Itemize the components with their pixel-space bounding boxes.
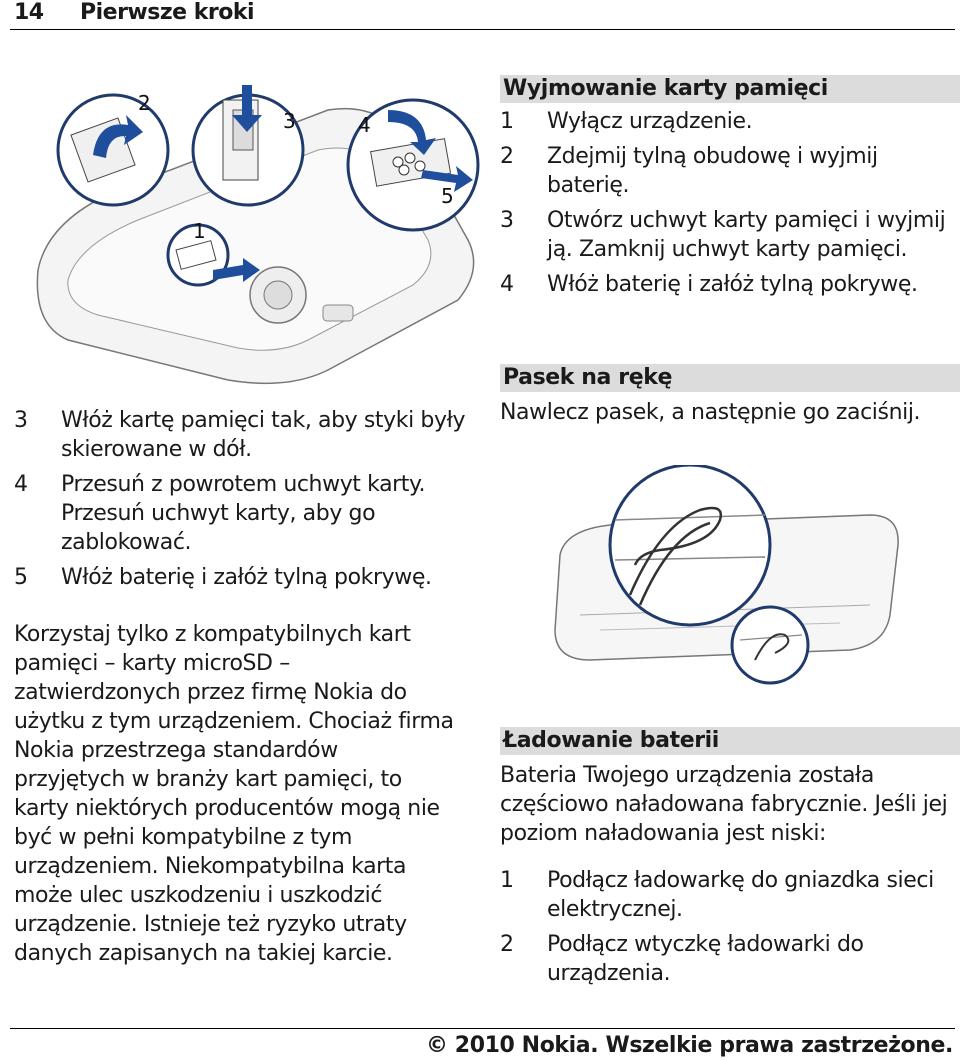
callout-2: 2 (138, 91, 151, 115)
section-heading: Ładowanie baterii (500, 727, 960, 755)
callout-4: 4 (358, 113, 371, 137)
callout-3: 3 (283, 109, 296, 133)
strap-text: Nawlecz pasek, a następnie go zaciśnij. (500, 400, 921, 425)
strap-illustration (540, 465, 920, 715)
compatibility-paragraph: Korzystaj tylko z kompatybilnych kart pamięci – karty microSD – zatwierdzonych przez firmę Nokia do użytku z tym urządzeniem. Chociaż firma Nokia przestrzega standardów przyjętych w branży kart pamięci, to karty niektórych producentów mogą nie być w pełni kompatybilne z tym urządzeniem. Niekompatybilna karta może ulec uszkodzeniu i uszkodzić urządzenie. Istnieje też ryzyko utraty danych zapisanych na takiej karcie. (14, 622, 454, 966)
section-heading: Wyjmowanie karty pamięci (500, 75, 960, 103)
list-item: 3 Włóż kartę pamięci tak, aby styki były skierowane w dół. (14, 408, 466, 462)
callout-5: 5 (441, 184, 454, 208)
copyright-notice: © 2010 Nokia. Wszelkie prawa zastrzeżone. (425, 1033, 953, 1058)
page-header (10, 0, 955, 30)
list-item: 4 Przesuń z powrotem uchwyt karty. Przesuń uchwyt karty, aby go zablokować. (14, 472, 426, 555)
section-heading: Pasek na rękę (500, 364, 960, 392)
strap-section (500, 364, 960, 427)
page-footer (10, 1028, 955, 1058)
insert-card-steps (14, 406, 474, 598)
charging-section (500, 727, 960, 994)
list-item: 2 Zdejmij tylną obudowę i wyjmij baterię. (500, 144, 878, 198)
callout-1: 1 (193, 219, 206, 243)
charging-text: Bateria Twojego urządzenia została częściowo naładowana fabrycznie. Jeśli jej poziom naładowania jest niski: (500, 763, 948, 846)
list-item: 2 Podłącz wtyczkę ładowarki do urządzenia. (500, 932, 864, 986)
list-item: 4 Włóż baterię i załóż tylną pokrywę. (500, 272, 918, 297)
memory-card-illustration (28, 70, 488, 390)
list-item: 1 Podłącz ładowarkę do gniazdka sieci elektrycznej. (500, 868, 934, 922)
page-number: 14 (14, 0, 44, 25)
page-title: Pierwsze kroki (80, 0, 255, 25)
remove-card-section (500, 75, 960, 305)
list-item: 5 Włóż baterię i załóż tylną pokrywę. (14, 565, 432, 590)
list-item: 3 Otwórz uchwyt karty pamięci i wyjmij ją. Zamknij uchwyt karty pamięci. (500, 208, 946, 262)
list-item: 1 Wyłącz urządzenie. (500, 109, 753, 134)
